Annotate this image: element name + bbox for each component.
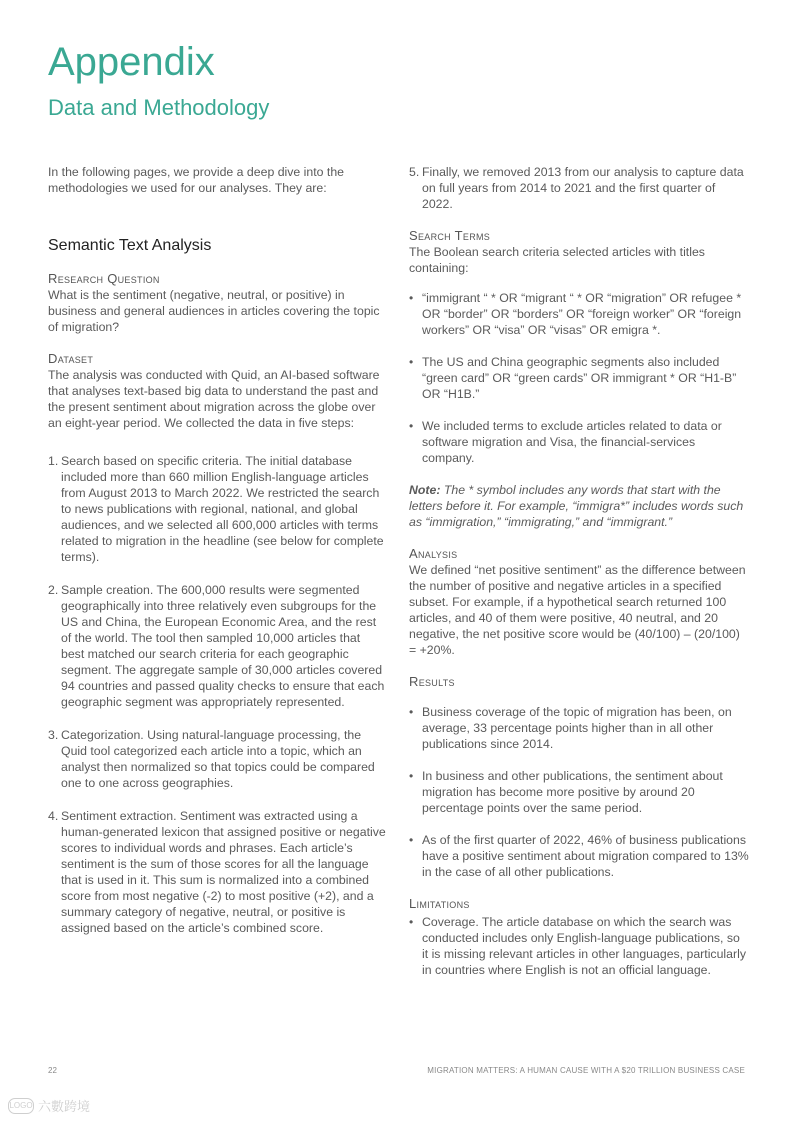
list-item-text: Coverage. The article database on which the search was conducted includes only English-language publications, so it is missing relevant articles in other languages, particularly in countries where English is not an official language. xyxy=(422,915,746,977)
list-item xyxy=(48,727,386,791)
list-item-text: Business coverage of the topic of migration has been, on average, 33 percentage points higher than in all other publications since 2014. xyxy=(422,705,732,751)
bullet-icon: • xyxy=(409,419,414,433)
right-column xyxy=(409,164,749,994)
list-item xyxy=(409,290,749,338)
list-item-text: Finally, we removed 2013 from our analysis to capture data on full years from 2014 to 2021 and the first quarter of 2022. xyxy=(422,165,744,211)
bullet-icon: • xyxy=(409,769,414,783)
results-block xyxy=(409,674,749,880)
list-item-text: As of the first quarter of 2022, 46% of business publications have a positive sentiment about migration compared to 13% in the case of all other publications. xyxy=(422,833,749,879)
page-subtitle: Data and Methodology xyxy=(48,95,270,120)
limitations-list xyxy=(409,914,749,978)
note-label: Note: xyxy=(409,483,441,497)
list-item xyxy=(409,164,749,212)
list-item xyxy=(48,453,386,565)
research-question-heading: Research Question xyxy=(48,270,160,286)
dataset-heading: Dataset xyxy=(48,350,94,366)
list-item-number: 4. xyxy=(48,808,59,823)
intro-paragraph: In the following pages, we provide a deep dive into the methodologies we used for our analyses. They are: xyxy=(48,165,345,195)
search-terms-heading: Search Terms xyxy=(409,228,491,243)
list-item-text: In business and other publications, the sentiment about migration has become more positive by around 20 percentage points over the same period. xyxy=(422,769,723,815)
list-item-text: “immigrant “ * OR “migrant “ * OR “migration” OR refugee * OR “border” OR “borders” OR “foreign worker” OR “foreign workers” OR “visa” OR “visas” OR emigra *. xyxy=(422,291,742,337)
list-item xyxy=(48,808,386,936)
running-title: MIGRATION MATTERS: A HUMAN CAUSE WITH A $20 TRILLION BUSINESS CASE xyxy=(427,1066,745,1075)
results-heading: Results xyxy=(409,674,455,689)
research-question-block xyxy=(48,271,386,335)
page-title: Appendix xyxy=(48,40,215,84)
limitations-heading: Limitations xyxy=(409,896,470,911)
watermark-text: 六數跨境 xyxy=(38,1099,91,1114)
analysis-heading: Analysis xyxy=(409,546,458,561)
dataset-block xyxy=(48,351,386,431)
list-item xyxy=(409,914,749,978)
bullet-icon: • xyxy=(409,705,414,719)
list-item-text: Categorization. Using natural-language processing, the Quid tool categorized each article into a topic, which an analyst then normalized so that topics could be compared one to one across geographies. xyxy=(61,727,375,790)
note-text: The * symbol includes any words that start with the letters before it. For example, “immigra*” includes words such as “immigration,” “immigrating,” and “immigrant.” xyxy=(409,483,744,529)
analysis-block xyxy=(409,546,749,658)
list-item-number: 2. xyxy=(48,582,59,597)
analysis-text: We defined “net positive sentiment” as the difference between the number of positive and negative articles in a specified subset. For example, if a hypothetical search returned 100 articles, and 40 of them were positive, 40 neutral, and 20 negative, the net positive score would be (40/100) – (20/100) = +20%. xyxy=(409,563,746,657)
list-item xyxy=(409,704,749,752)
left-column xyxy=(48,164,386,953)
watermark xyxy=(8,1096,90,1115)
steps-list xyxy=(48,453,386,936)
list-item-number: 1. xyxy=(48,453,59,468)
results-list xyxy=(409,704,749,880)
search-terms-list xyxy=(409,290,749,466)
bullet-icon: • xyxy=(409,915,414,929)
list-item xyxy=(409,832,749,880)
note-paragraph xyxy=(409,482,749,530)
dataset-text: The analysis was conducted with Quid, an AI-based software that analyses text-based big data to understand the past and the present sentiment about migration across the globe over an eight-year period. We collected the data in five steps: xyxy=(48,367,380,430)
list-item-text: Sample creation. The 600,000 results were segmented geographically into three relatively even subgroups for the US and China, the European Economic Area, and the rest of the world. The tool then sampled 10,000 articles that best matched our search criteria for each geographic segment. The aggregate sample of 30,000 articles covered 94 countries and passed quality checks to ensure that each geographic segment was appropriately represented. xyxy=(61,582,385,709)
list-item-text: The US and China geographic segments also included “green card” OR “green cards” OR immigrant * OR “H1-B” OR “H1B.” xyxy=(422,355,737,401)
list-item-text: Search based on specific criteria. The initial database included more than 660 million English-language articles from August 2013 to March 2022. We restricted the search to news publications with regional, national, and global audiences, and we selected all 600,000 articles with terms related to migration in the headline (see below for complete terms). xyxy=(61,453,384,564)
watermark-logo-icon: LOGO xyxy=(8,1098,34,1114)
page-number: 22 xyxy=(48,1066,57,1075)
list-item xyxy=(48,582,386,710)
bullet-icon: • xyxy=(409,833,414,847)
list-item-number: 5. xyxy=(409,165,420,179)
limitations-block xyxy=(409,896,749,978)
bullet-icon: • xyxy=(409,291,414,305)
bullet-icon: • xyxy=(409,355,414,369)
list-item xyxy=(409,354,749,402)
list-item-text: Sentiment extraction. Sentiment was extracted using a human-generated lexicon that assigned positive or negative scores to individual words and phrases. Each article’s sentiment is the sum of those scores for all the language that is used in it. This sum is normalized into a combined score from most negative (-2) to most positive (+2), and a summary category of negative, neutral, or positive is assigned based on the article’s combined score. xyxy=(61,808,386,935)
section-title: Semantic Text Analysis xyxy=(48,237,212,254)
research-question-text: What is the sentiment (negative, neutral, or positive) in business and general audiences in articles covering the topic of migration? xyxy=(48,287,380,334)
list-item xyxy=(409,418,749,466)
list-item xyxy=(409,768,749,816)
search-terms-text: The Boolean search criteria selected articles with titles containing: xyxy=(409,245,705,275)
search-terms-block xyxy=(409,228,749,466)
list-item-text: We included terms to exclude articles related to data or software migration and Visa, the financial-services company. xyxy=(422,419,722,465)
list-item-number: 3. xyxy=(48,727,59,742)
